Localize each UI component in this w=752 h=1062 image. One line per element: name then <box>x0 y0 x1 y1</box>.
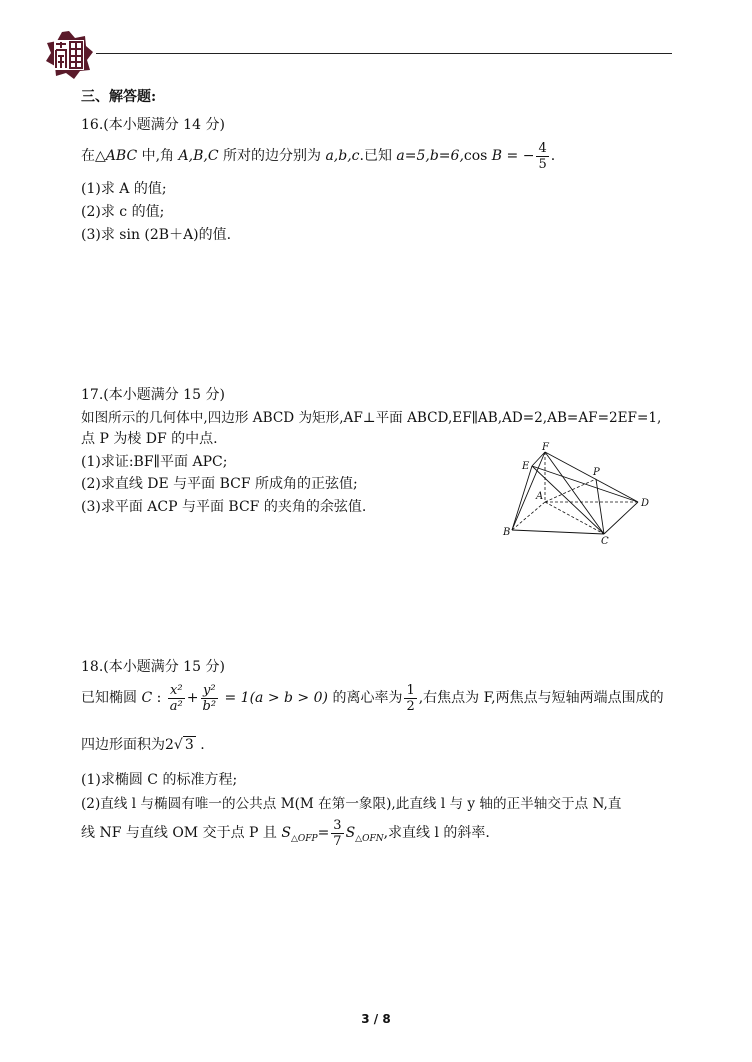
label-D: D <box>641 498 650 509</box>
q16-header: 16.(本小题满分 14 分) <box>81 117 225 133</box>
q18-line2: 四边形面积为2√ 3 . <box>81 737 205 753</box>
label-B: B <box>503 527 511 538</box>
q18-line1: 已知椭圆 C : $\frac{\text{x²}}{\text{a²}}$ + $\frac{\text{y²}}{\text{b²}}$ = 1(a > b > 0) 的离心率为 $\frac{1}{2}$ ,右焦点为 F,两焦点与短轴两端点围成的 <box>81 682 664 714</box>
page-number: 3 / 8 <box>361 1012 391 1026</box>
q17-part1: (1)求证:BF∥平面 APC; <box>81 454 228 470</box>
label-A: A <box>536 491 544 502</box>
label-P: P <box>593 467 600 478</box>
q18-part1: (1)求椭圆 C 的标准方程; <box>81 772 238 788</box>
eccentricity-fraction: $\frac{1}{2}$ <box>406 682 415 714</box>
section-title: 三、解答题: <box>81 89 157 105</box>
y2-over-b2-fraction: $\frac{\text{y²}}{\text{b²}}$ <box>202 682 217 714</box>
q17-part2: (2)求直线 DE 与平面 BCF 所成角的正弦值; <box>81 476 358 492</box>
q16-part2: (2)求 c 的值; <box>81 204 165 220</box>
q17-line1: 如图所示的几何体中,四边形 ABCD 为矩形,AF⊥平面 ABCD,EF∥AB,AD=2,AB=AF=2EF=1, <box>81 410 662 426</box>
label-F: F <box>542 442 549 453</box>
q17-part3: (3)求平面 ACP 与平面 BCF 的夹角的余弦值. <box>81 499 367 515</box>
q17-line2: 点 P 为棱 DF 的中点. <box>81 431 218 447</box>
q16-part3: (3)求 sin (2B＋A)的值. <box>81 227 232 243</box>
header-rule <box>96 53 672 54</box>
q16-part1: (1)求 A 的值; <box>81 181 167 197</box>
area-ratio-fraction: $\frac{3}{7}$ <box>333 817 342 849</box>
x2-over-a2-fraction: $\frac{\text{x²}}{\text{a²}}$ <box>169 682 183 714</box>
q18-part2: (2)直线 l 与椭圆有唯一的公共点 M(M 在第一象限),此直线 l 与 y 轴的正半轴交于点 N,直 <box>81 796 622 812</box>
q16-stem: 在△ABC 中,角 A,B,C 所对的边分别为 a,b,c.已知 a=5,b=6,cos B = − $\frac{4}{5}$ . <box>81 140 556 172</box>
label-C: C <box>601 536 609 547</box>
q16-fraction: $\frac{4}{5}$ <box>538 140 547 172</box>
q17-header: 17.(本小题满分 15 分) <box>81 387 225 403</box>
q18-part3: 线 NF 与直线 OM 交于点 P 且 $S_{\triangle OFP}=$ $\frac{3}{7}$ $S_{\triangle OFN}$,求直线 l 的斜率. <box>81 817 490 849</box>
sqrt-symbol: √ <box>173 737 183 753</box>
q18-header: 18.(本小题满分 15 分) <box>81 659 225 675</box>
label-E: E <box>522 461 530 472</box>
school-seal-logo-icon <box>44 30 94 80</box>
geometry-figure <box>500 442 660 548</box>
